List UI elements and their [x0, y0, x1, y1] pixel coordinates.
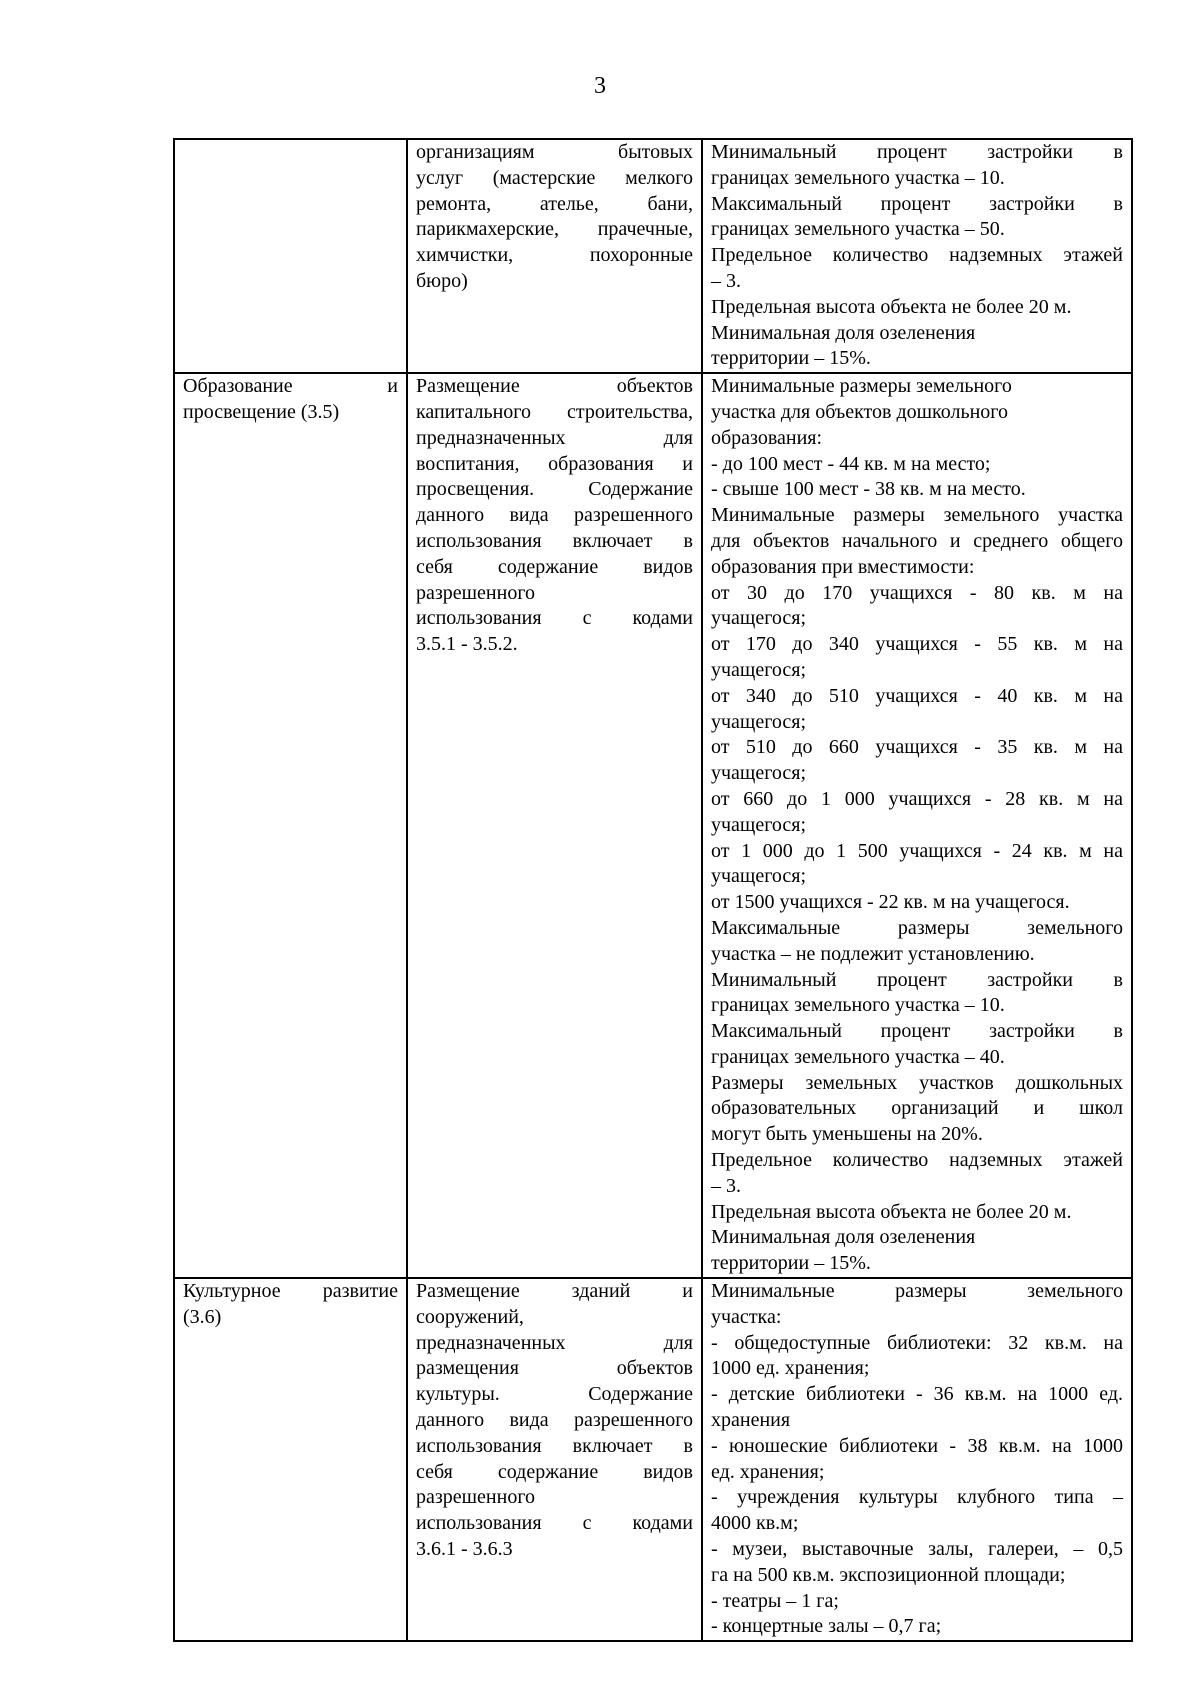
text-line: учащегося;: [711, 607, 807, 630]
cell-limit-parameters: [702, 1278, 1132, 1641]
text-line: 3.6.1 - 3.6.3: [416, 1538, 513, 1561]
page-number: 3: [594, 73, 606, 99]
cell-limit-parameters: [702, 373, 1132, 1278]
text-line: образования:: [711, 426, 823, 449]
text-line: капитального строительства,: [416, 400, 693, 423]
text-line: - юношеские библиотеки - 38 кв.м. на 1000: [711, 1434, 1123, 1457]
text-line: данного вида разрешенного: [416, 1409, 693, 1432]
text-line: Образование и: [183, 375, 398, 398]
text-line: Минимальные размеры земельного участка: [711, 504, 1123, 527]
text-line: могут быть уменьшены на 20%.: [711, 1123, 983, 1146]
text-line: использования включает в: [416, 1434, 693, 1457]
text-line: 3.5.1 - 3.5.2.: [416, 633, 518, 656]
cell-limit-parameters: [702, 139, 1132, 373]
text-line: учащегося;: [711, 865, 807, 888]
text-line: предназначенных для: [416, 1331, 693, 1354]
text-line: использования с кодами: [416, 1512, 693, 1535]
cell-use-type-name: [174, 139, 407, 373]
table-row: [174, 139, 1132, 373]
text-line: культуры. Содержание: [416, 1383, 693, 1406]
text-line: Минимальный процент застройки в: [711, 968, 1123, 991]
text-line: (3.6): [183, 1305, 222, 1328]
text-line: участка:: [711, 1305, 782, 1328]
text-line: просвещения. Содержание: [416, 478, 693, 501]
text-line: себя содержание видов: [416, 555, 693, 578]
text-line: границах земельного участка – 40.: [711, 1045, 1005, 1068]
text-line: размещения объектов: [416, 1357, 693, 1380]
text-line: образования при вместимости:: [711, 555, 975, 578]
text-line: - до 100 мест - 44 кв. м на место;: [711, 452, 991, 475]
text-line: разрешенного: [416, 1486, 536, 1509]
land-use-regulations-table: [173, 138, 1133, 1642]
text-line: участка – не подлежит установлению.: [711, 942, 1035, 965]
text-line: образовательных организаций и школ: [711, 1097, 1123, 1120]
text-line: Размеры земельных участков дошкольных: [711, 1071, 1123, 1094]
text-line: хранения: [711, 1409, 791, 1432]
text-line: данного вида разрешенного: [416, 504, 693, 527]
text-line: учащегося;: [711, 710, 807, 733]
text-line: границах земельного участка – 10.: [711, 994, 1005, 1017]
text-line: Культурное развитие: [183, 1280, 398, 1303]
text-line: - свыше 100 мест - 38 кв. м на место.: [711, 478, 1026, 501]
text-line: Минимальная доля озеленения: [711, 321, 976, 344]
text-line: предназначенных для: [416, 426, 693, 449]
cell-use-type-name: [174, 1278, 407, 1641]
text-line: от 340 до 510 учащихся - 40 кв. м на: [711, 684, 1123, 707]
text-line: участка для объектов дошкольного: [711, 400, 1008, 423]
text-line: – 3.: [711, 1174, 741, 1197]
text-line: 1000 ед. хранения;: [711, 1357, 870, 1380]
text-line: услуг (мастерские мелкого: [416, 166, 693, 189]
text-line: га на 500 кв.м. экспозиционной площади;: [711, 1563, 1066, 1586]
text-line: территории – 15%.: [711, 347, 871, 370]
text-line: территории – 15%.: [711, 1252, 871, 1275]
text-line: - музеи, выставочные залы, галереи, – 0,5: [711, 1538, 1123, 1561]
text-line: просвещение (3.5): [183, 400, 340, 423]
text-line: Размещение зданий и: [416, 1280, 693, 1303]
cell-use-type-description: [407, 1278, 702, 1641]
table-row: [174, 1278, 1132, 1641]
text-line: Предельная высота объекта не более 20 м.: [711, 295, 1072, 318]
text-line: – 3.: [711, 269, 741, 292]
text-line: 4000 кв.м;: [711, 1512, 799, 1535]
text-line: от 170 до 340 учащихся - 55 кв. м на: [711, 633, 1123, 656]
text-line: - театры – 1 га;: [711, 1589, 839, 1612]
text-line: Предельная высота объекта не более 20 м.: [711, 1200, 1072, 1223]
text-line: Максимальные размеры земельного: [711, 916, 1123, 939]
text-line: Предельное количество надземных этажей: [711, 1149, 1123, 1172]
text-line: Максимальный процент застройки в: [711, 192, 1123, 215]
text-line: от 30 до 170 учащихся - 80 кв. м на: [711, 581, 1123, 604]
cell-use-type-description: [407, 139, 702, 373]
text-line: Минимальные размеры земельного: [711, 1280, 1123, 1303]
table-row: [174, 373, 1132, 1278]
text-line: использования с кодами: [416, 607, 693, 630]
cell-use-type-description: [407, 373, 702, 1278]
text-line: Минимальный процент застройки в: [711, 141, 1123, 163]
text-line: - общедоступные библиотеки: 32 кв.м. на: [711, 1331, 1123, 1354]
text-line: учащегося;: [711, 658, 807, 681]
cell-use-type-name: [174, 373, 407, 1278]
text-line: Минимальные размеры земельного: [711, 375, 1012, 398]
text-line: учащегося;: [711, 813, 807, 836]
text-line: от 510 до 660 учащихся - 35 кв. м на: [711, 736, 1123, 759]
text-line: организациям бытовых: [416, 141, 693, 163]
text-line: бюро): [416, 269, 468, 292]
text-line: парикмахерские, прачечные,: [416, 218, 693, 241]
text-line: границах земельного участка – 50.: [711, 218, 1005, 241]
text-line: ед. хранения;: [711, 1460, 825, 1483]
text-line: учащегося;: [711, 762, 807, 785]
text-line: от 660 до 1 000 учащихся - 28 кв. м на: [711, 787, 1123, 810]
text-line: Размещение объектов: [416, 375, 693, 398]
text-line: Максимальный процент застройки в: [711, 1020, 1123, 1043]
text-line: сооружений,: [416, 1305, 524, 1328]
text-line: ремонта, ателье, бани,: [416, 192, 693, 215]
text-line: Минимальная доля озеленения: [711, 1226, 976, 1249]
text-line: воспитания, образования и: [416, 452, 693, 475]
text-line: себя содержание видов: [416, 1460, 693, 1483]
text-line: разрешенного: [416, 581, 536, 604]
text-line: от 1 000 до 1 500 учащихся - 24 кв. м на: [711, 839, 1123, 862]
text-line: для объектов начального и среднего общего: [711, 529, 1123, 552]
text-line: химчистки, похоронные: [416, 244, 693, 267]
text-line: - концертные залы – 0,7 га;: [711, 1615, 942, 1638]
text-line: границах земельного участка – 10.: [711, 166, 1005, 189]
text-line: от 1500 учащихся - 22 кв. м на учащегося.: [711, 891, 1070, 914]
text-line: - учреждения культуры клубного типа –: [711, 1486, 1123, 1509]
text-line: использования включает в: [416, 529, 693, 552]
text-line: - детские библиотеки - 36 кв.м. на 1000 ед.: [711, 1383, 1123, 1406]
text-line: Предельное количество надземных этажей: [711, 244, 1123, 267]
